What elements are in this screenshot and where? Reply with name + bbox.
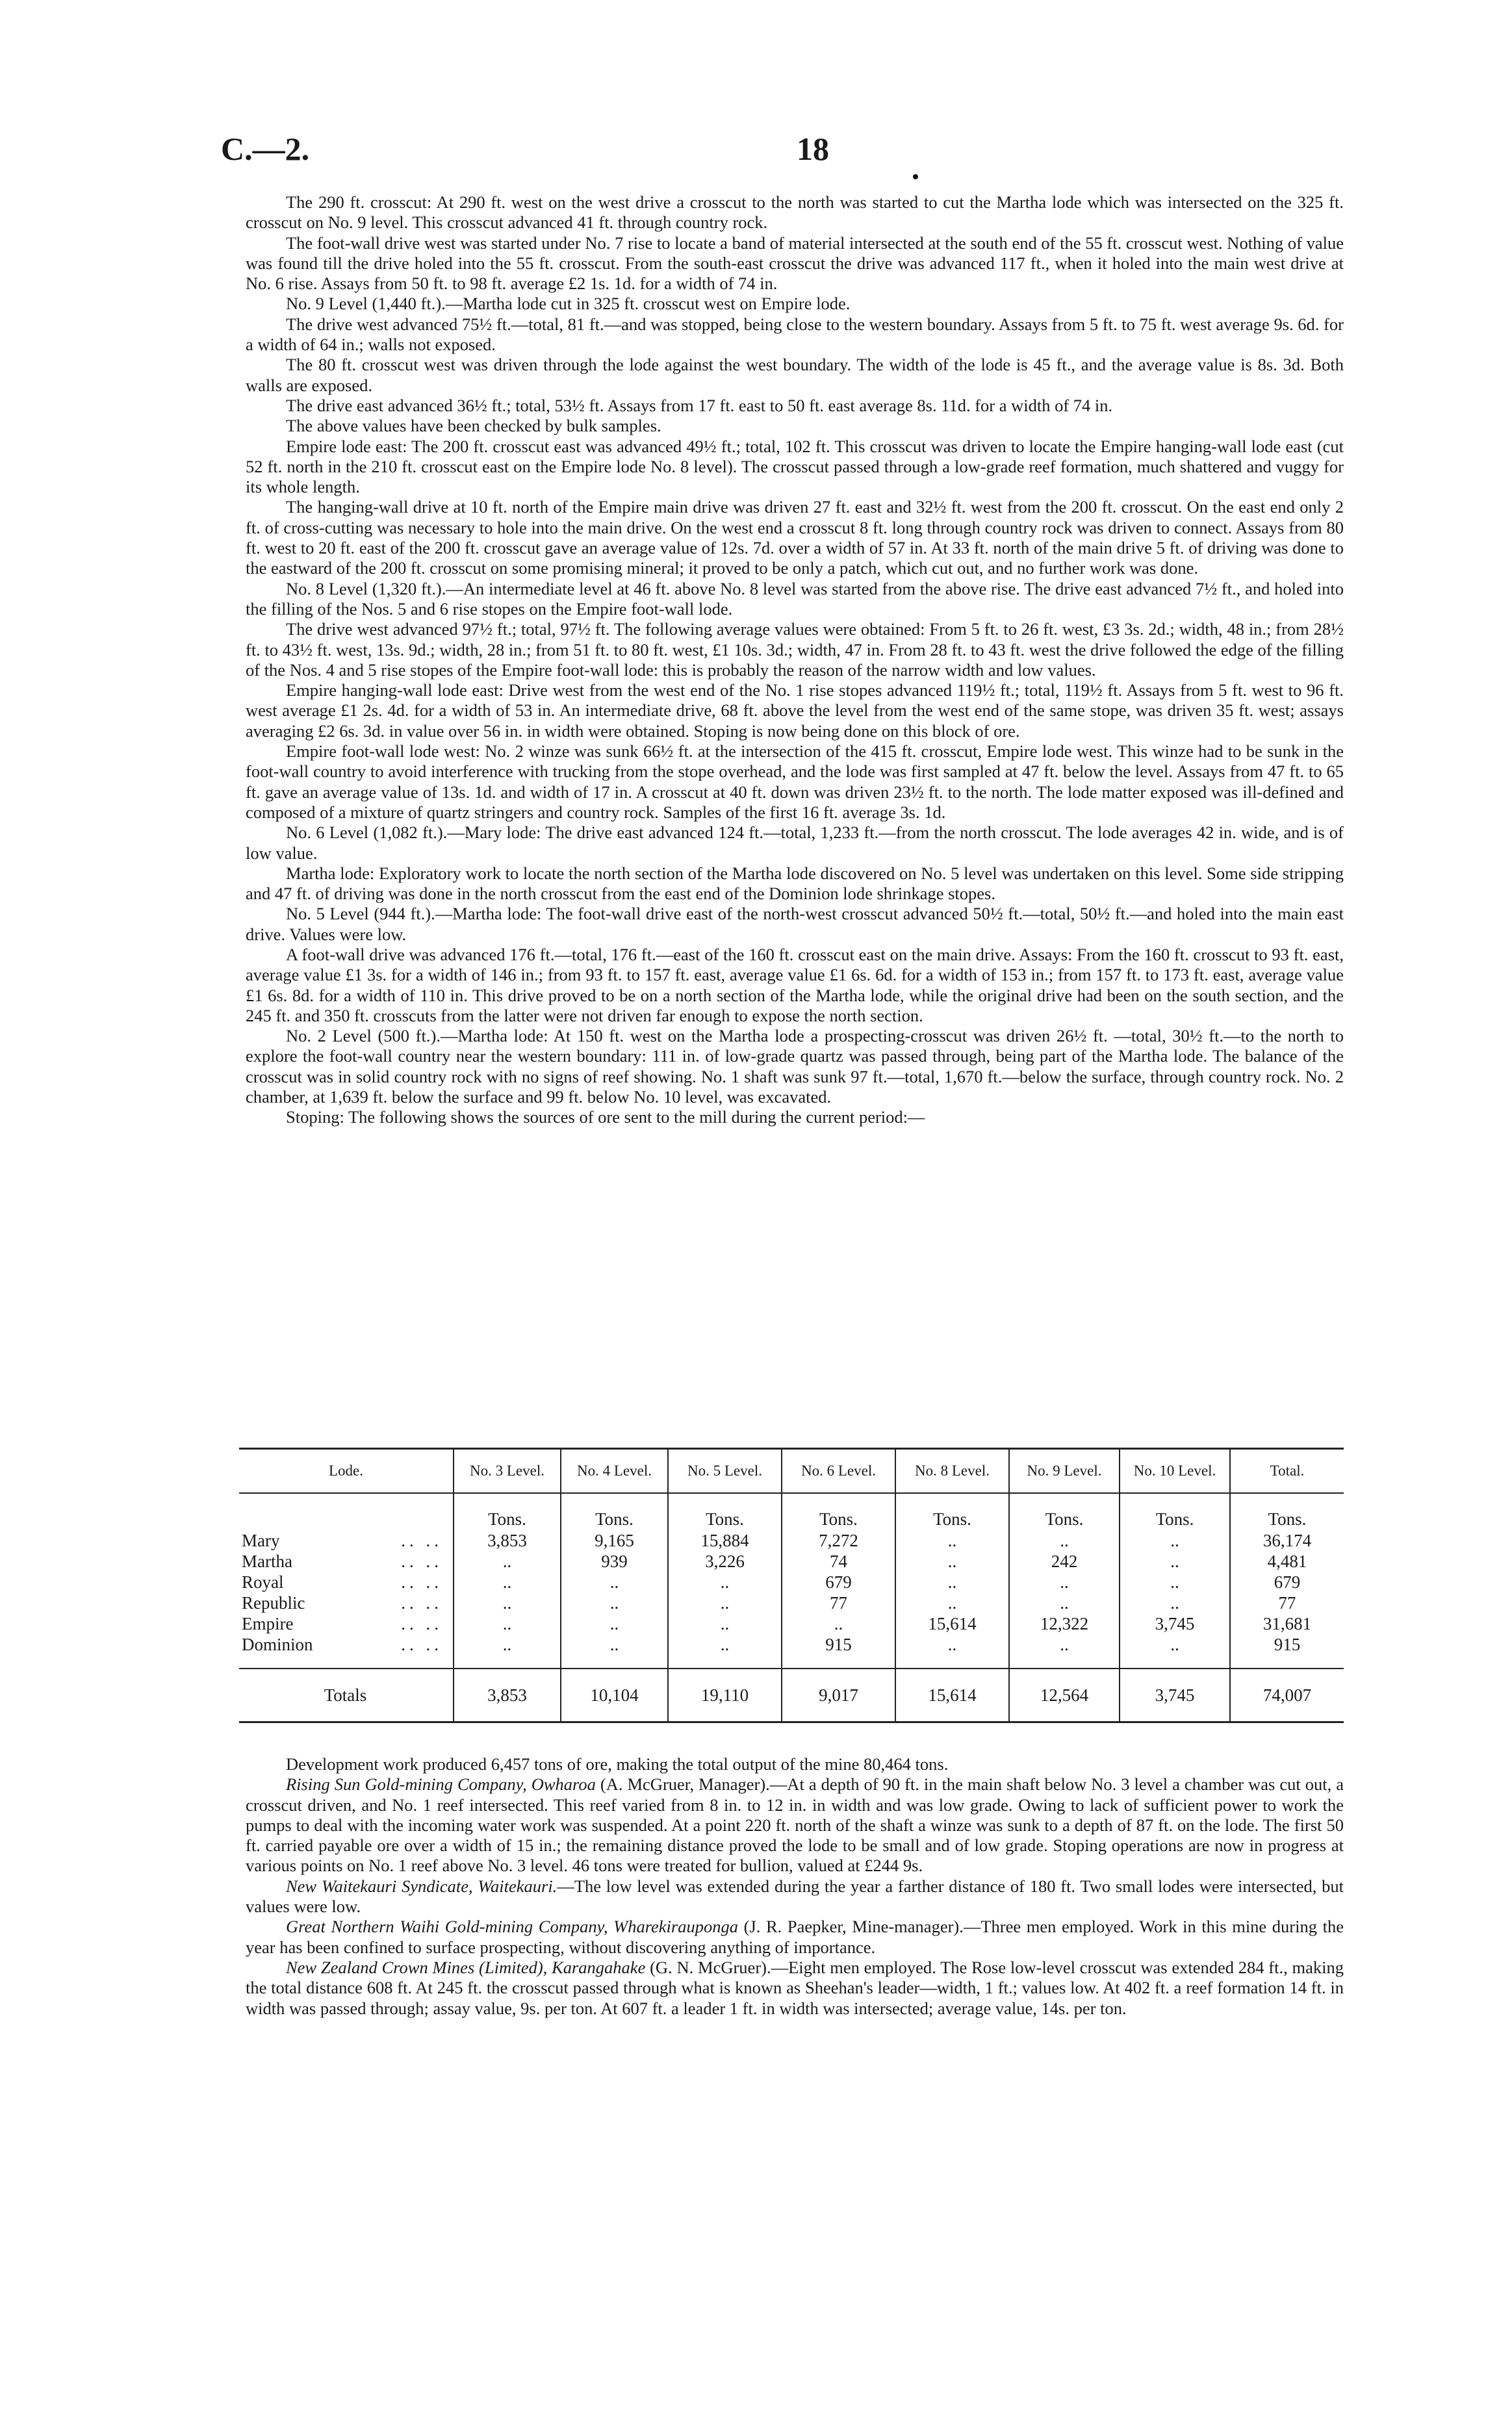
table-cell: ..: [454, 1592, 561, 1613]
paragraph: [246, 1917, 1344, 1958]
paragraph: The drive west advanced 97½ ft.; total, 97½ ft. The following average values were obtained: From 5 ft. to 26 ft. west, £3 3s. 2d.; width, 48 in.; from 28½ ft. to 43½ ft. west, 13s. 9d.; width, 28 in.; from 51 ft. to 80 ft. west, £1 10s. 3d.; width, 47 in. From 28 ft. to 43 ft. west the drive followed the edge of the filling of the Nos. 4 and 5 rise stopes of the Empire foot-wall lode: this is probably the reason of the narrow width and low values.: [246, 619, 1344, 680]
paragraph: The drive east advanced 36½ ft.; total, 53½ ft. Assays from 17 ft. east to 50 ft. east average 8s. 11d. for a width of 74 in.: [286, 395, 1113, 415]
table-cell: ..: [1120, 1530, 1230, 1551]
table-cell: ..: [561, 1572, 668, 1592]
table-cell: 36,174: [1262, 1530, 1312, 1550]
paragraph: No. 9 Level (1,440 ft.).—Martha lode cut in 325 ft. crosscut west on Empire lode.: [286, 294, 851, 314]
table-cell: ..: [668, 1572, 782, 1592]
paragraph: Martha lode: Exploratory work to locate the north section of the Martha lode discovered on No. 5 level was undertaken on this level. Some side stripping and 47 ft. of driving was done in the north crosscut from the east end of the Dominion lode shrinkage stopes.: [246, 863, 1344, 904]
table-cell: ..: [1009, 1592, 1120, 1613]
report-body: [246, 192, 1344, 1128]
company-name: Rising Sun Gold-mining Company, Owharoa: [286, 1774, 596, 1795]
paragraph: The drive west advanced 75½ ft.—total, 81 ft.—and was stopped, being close to the western boundary. Assays from 5 ft. to 75 ft. west average 9s. 6d. for a width of 64 in.; walls not exposed.: [246, 314, 1344, 355]
table-cell: ..: [1009, 1572, 1120, 1592]
table-cell: ..: [782, 1613, 895, 1634]
table-cell: ..: [1120, 1572, 1230, 1592]
table-cell: 939: [561, 1551, 668, 1572]
table-cell: ..: [895, 1530, 1009, 1551]
table-cell: ..: [1120, 1551, 1230, 1572]
paragraph: Empire foot-wall lode west: No. 2 winze was sunk 66½ ft. at the intersection of the 415 ft. crosscut, Empire lode west. This winze had to be sunk in the foot-wall country to avoid interference with trucking from the stope overhead, and the lode was first sampled at 47 ft. below the level. Assays from 47 ft. to 65 ft. gave an average value of 13s. 1d. and width of 17 in. A crosscut at 40 ft. down was driven 23½ ft. to the north. The lode matter exposed was ill-defined and composed of a mixture of quartz stringers and country rock. Samples of the first 16 ft. average 3s. 1d.: [246, 741, 1344, 822]
table-cell: 74: [782, 1551, 895, 1572]
paragraph: The 80 ft. crosscut west was driven through the lode against the west boundary. The width of the lode is 45 ft., and the average value is 8s. 3d. Both walls are exposed.: [246, 355, 1344, 395]
table-row: [239, 1530, 1344, 1551]
table-cell: 7,272: [782, 1530, 895, 1551]
total-cell: 3,853: [454, 1669, 561, 1722]
table-cell: 4,481: [1267, 1551, 1307, 1571]
table-cell: ..: [454, 1551, 561, 1572]
column-header: No. 10 Level.: [1120, 1449, 1230, 1494]
table-cell: 915: [1274, 1634, 1301, 1654]
column-header: Total.: [1230, 1449, 1344, 1494]
table-cell: Tons.: [1268, 1509, 1307, 1529]
table-cell: Tons.: [1120, 1493, 1230, 1530]
total-cell: 15,614: [895, 1669, 1009, 1722]
paragraph: [246, 1958, 1344, 2019]
column-header: No. 8 Level.: [895, 1449, 1009, 1494]
leader-dots: .. ..: [401, 1634, 442, 1654]
table-row: [239, 1592, 1344, 1613]
paragraph: The hanging-wall drive at 10 ft. north of the Empire main drive was driven 27 ft. east and 32½ ft. west from the 200 ft. crosscut. On the east end only 2 ft. of cross-cutting was necessary to hole into the main drive. On the west end a crosscut 8 ft. long through country rock was driven to connect. Assays from 80 ft. west to 20 ft. east of the 200 ft. crosscut gave an average value of 12s. 7d. over a width of 57 in. At 33 ft. north of the main drive 5 ft. of driving was done to the eastward of the 200 ft. crosscut on some promising mineral; it proved to be only a patch, which cut out, and no further work was done.: [246, 497, 1344, 578]
company-name: New Waitekauri Syndicate, Waitekauri.: [286, 1876, 557, 1896]
totals-row: [239, 1669, 1344, 1722]
table-row: [239, 1572, 1344, 1592]
table-cell: 31,681: [1262, 1613, 1312, 1633]
total-cell: 19,110: [668, 1669, 782, 1722]
paragraph: No. 2 Level (500 ft.).—Martha lode: At 150 ft. west on the Martha lode a prospecting-crosscut was driven 26½ ft. —total, 30½ ft.—to the north to explore the foot-wall country near the western boundary: 111 in. of low-grade quartz was passed through, being part of the Martha lode. The balance of the crosscut was in solid country rock with no signs of reef showing. No. 1 shaft was sunk 97 ft.—total, 1,670 ft.—below the surface, through country rock. No. 2 chamber, at 1,639 ft. below the surface and 99 ft. below No. 10 level, was excavated.: [246, 1026, 1344, 1107]
table-cell: 15,614: [895, 1613, 1009, 1634]
totals-label: Totals: [239, 1669, 454, 1722]
lode-name: [239, 1572, 454, 1592]
table-cell: Tons.: [895, 1493, 1009, 1530]
table-cell: 3,226: [668, 1551, 782, 1572]
table-cell: ..: [454, 1572, 561, 1592]
table-row: [239, 1613, 1344, 1634]
leader-dots: .. ..: [401, 1572, 442, 1592]
table-cell: ..: [895, 1551, 1009, 1572]
report-continuation: [246, 1754, 1344, 2019]
lode-label: Martha: [242, 1551, 292, 1571]
leader-dots: .. ..: [401, 1530, 442, 1550]
table-cell: [239, 1493, 454, 1530]
column-header: No. 3 Level.: [454, 1449, 561, 1494]
table-cell: 242: [1009, 1551, 1120, 1572]
table-cell: 679: [782, 1572, 895, 1592]
table-cell: 77: [1278, 1592, 1296, 1613]
lode-name: [239, 1530, 454, 1551]
table-cell: Tons.: [668, 1493, 782, 1530]
units-row: [239, 1493, 1344, 1530]
paragraph: Stoping: The following shows the sources of ore sent to the mill during the current period:—: [286, 1107, 925, 1127]
leader-dots: .. ..: [401, 1592, 442, 1613]
lode-label: Mary: [242, 1530, 280, 1550]
paragraph: The above values have been checked by bulk samples.: [286, 416, 661, 436]
table-cell: 77: [782, 1592, 895, 1613]
table-cell: ..: [895, 1634, 1009, 1669]
ink-dot: [913, 174, 918, 179]
paragraph: The 290 ft. crosscut: At 290 ft. west on the west drive a crosscut to the north was started to cut the Martha lode which was intersected on the 325 ft. crosscut on No. 9 level. This crosscut advanced 41 ft. through country rock.: [246, 192, 1344, 233]
table-header-row: [239, 1449, 1344, 1494]
paragraph: Empire lode east: The 200 ft. crosscut east was advanced 49½ ft.; total, 102 ft. This crosscut was driven to locate the Empire hanging-wall lode east (cut 52 ft. north in the 210 ft. crosscut east on the Empire lode No. 8 level). The crosscut passed through a low-grade reef formation, much shattered and vuggy for its whole length.: [246, 436, 1344, 497]
table-cell: ..: [668, 1634, 782, 1669]
column-header: Lode.: [239, 1449, 454, 1494]
table-cell: ..: [895, 1572, 1009, 1592]
table-cell: 15,884: [668, 1530, 782, 1551]
lode-label: Dominion: [242, 1634, 313, 1654]
table-cell: ..: [1120, 1592, 1230, 1613]
paragraph: No. 8 Level (1,320 ft.).—An intermediate level at 46 ft. above No. 8 level was started from the above rise. The drive east advanced 7½ ft., and holed into the filling of the Nos. 5 and 6 rise stopes on the Empire foot-wall lode.: [246, 578, 1344, 619]
total-cell: 74,007: [1230, 1669, 1344, 1722]
paragraph: Empire hanging-wall lode east: Drive west from the west end of the No. 1 rise stopes advanced 119½ ft.; total, 119½ ft. Assays from 5 ft. west to 96 ft. west average £1 2s. 4d. for a width of 53 in. An intermediate drive, 68 ft. above the level from the west end of the same stope, was driven 35 ft. west; assays averaging £2 6s. 3d. in value over 56 in. in width were obtained. Stoping is now being done on this block of ore.: [246, 680, 1344, 741]
table-cell: ..: [1120, 1634, 1230, 1669]
paragraph: No. 6 Level (1,082 ft.).—Mary lode: The drive east advanced 124 ft.—total, 1,233 ft.—from the north crosscut. The lode averages 42 in. wide, and is of low value.: [246, 823, 1344, 863]
table-cell: Tons.: [782, 1493, 895, 1530]
table-cell: ..: [895, 1592, 1009, 1613]
company-name: New Zealand Crown Mines (Limited), Karangahake: [286, 1957, 646, 1977]
lode-name: [239, 1592, 454, 1613]
page-number: 18: [797, 131, 829, 167]
table-cell: ..: [1009, 1634, 1120, 1669]
table-cell: 679: [1274, 1572, 1301, 1592]
total-cell: 12,564: [1009, 1669, 1120, 1722]
lode-label: Republic: [242, 1592, 305, 1613]
lode-name: [239, 1613, 454, 1634]
lode-label: Empire: [242, 1613, 294, 1633]
table-cell: 12,322: [1009, 1613, 1120, 1634]
table-cell: ..: [454, 1613, 561, 1634]
table-cell: ..: [668, 1592, 782, 1613]
table-cell: ..: [561, 1634, 668, 1669]
table-cell: Tons.: [561, 1493, 668, 1530]
leader-dots: .. ..: [401, 1613, 442, 1633]
stoping-table: [239, 1448, 1344, 1723]
table-cell: Tons.: [454, 1493, 561, 1530]
table-cell: ..: [668, 1613, 782, 1634]
column-header: No. 9 Level.: [1009, 1449, 1120, 1494]
page-reference: C.—2.: [221, 131, 310, 167]
paragraph-text: (G. N. McGruer).—Eight men employed. The Rose low-level crosscut was extended 284 ft., making the total distance 608 ft. At 245 ft. the crosscut passed through what is known as Sheehan's leader—width, 1 ft.; values low. At 402 ft. a reef formation 14 ft. in width was passed through; assay value, 9s. per ton. At 607 ft. a leader 1 ft. in width was intersected; average value, 14s. per ton.: [246, 1957, 1344, 2018]
table-cell: ..: [454, 1634, 561, 1669]
total-cell: 3,745: [1120, 1669, 1230, 1722]
lode-name: [239, 1551, 454, 1572]
table-cell: ..: [561, 1613, 668, 1634]
column-header: No. 5 Level.: [668, 1449, 782, 1494]
table-row: [239, 1634, 1344, 1669]
paragraph-text: (A. McGruer, Manager).—At a depth of 90 ft. in the main shaft below No. 3 level a chamber was cut out, a crosscut driven, and No. 1 reef intersected. This reef varied from 8 in. to 12 in. in width and was low grade. Owing to lack of sufficient power to work the pumps to deal with the incoming water work was suspended. At a point 220 ft. north of the shaft a winze was sunk to a depth of 87 ft. on the lode. The first 50 ft. carried payable ore over a width of 15 in.; the remaining distance proved the lode to be small and of low grade. Stoping operations are now in progress at various points on No. 1 reef above No. 3 level. 46 tons were treated for bullion, valued at £244 9s.: [246, 1774, 1344, 1876]
paragraph-text: —The low level was extended during the year a farther distance of 180 ft. Two small lodes were intersected, but values were low.: [246, 1876, 1344, 1917]
table-cell: 3,745: [1120, 1613, 1230, 1634]
column-header: No. 4 Level.: [561, 1449, 668, 1494]
table-cell: 9,165: [561, 1530, 668, 1551]
paragraph: [246, 1774, 1344, 1876]
total-cell: 10,104: [561, 1669, 668, 1722]
table-cell: ..: [561, 1592, 668, 1613]
lode-name: [239, 1634, 454, 1669]
paragraph: A foot-wall drive was advanced 176 ft.—total, 176 ft.—east of the 160 ft. crosscut east on the main drive. Assays: From the 160 ft. crosscut to 93 ft. east, average value £1 3s. for a width of 146 in.; from 93 ft. to 157 ft. east, average value £1 6s. 6d. for a width of 153 in.; from 157 ft. to 173 ft. east, average value £1 6s. 8d. for a width of 110 in. This drive proved to be on a north section of the Martha lode, while the original drive had been on the south section, and the 245 ft. and 350 ft. crosscuts from the latter were not driven far enough to expose the north section.: [246, 944, 1344, 1025]
table-cell: Tons.: [1009, 1493, 1120, 1530]
total-cell: 9,017: [782, 1669, 895, 1722]
paragraph-text: (J. R. Paepker, Mine-manager).—Three men employed. Work in this mine during the year has been confined to surface prospecting, without discovering anything of importance.: [246, 1917, 1344, 1957]
table-cell: 3,853: [454, 1530, 561, 1551]
column-header: No. 6 Level.: [782, 1449, 895, 1494]
table-row: [239, 1551, 1344, 1572]
paragraph: No. 5 Level (944 ft.).—Martha lode: The foot-wall drive east of the north-west crosscut advanced 50½ ft.—total, 50½ ft.—and holed into the main east drive. Values were low.: [246, 904, 1344, 944]
paragraph: [246, 1876, 1344, 1917]
leader-dots: .. ..: [401, 1551, 442, 1571]
table-cell: 915: [782, 1634, 895, 1669]
company-name: Great Northern Waihi Gold-mining Company, Wharekirauponga: [286, 1917, 738, 1937]
paragraph: Development work produced 6,457 tons of ore, making the total output of the mine 80,464 tons.: [286, 1754, 949, 1774]
table-cell: ..: [1009, 1530, 1120, 1551]
paragraph: The foot-wall drive west was started under No. 7 rise to locate a band of material intersected at the south end of the 55 ft. crosscut west. Nothing of value was found till the drive holed into the 55 ft. crosscut. From the south-east crosscut the drive was advanced 117 ft., when it holed into the main west drive at No. 6 rise. Assays from 50 ft. to 98 ft. average £2 1s. 1d. for a width of 74 in.: [246, 233, 1344, 294]
lode-label: Royal: [242, 1572, 284, 1592]
